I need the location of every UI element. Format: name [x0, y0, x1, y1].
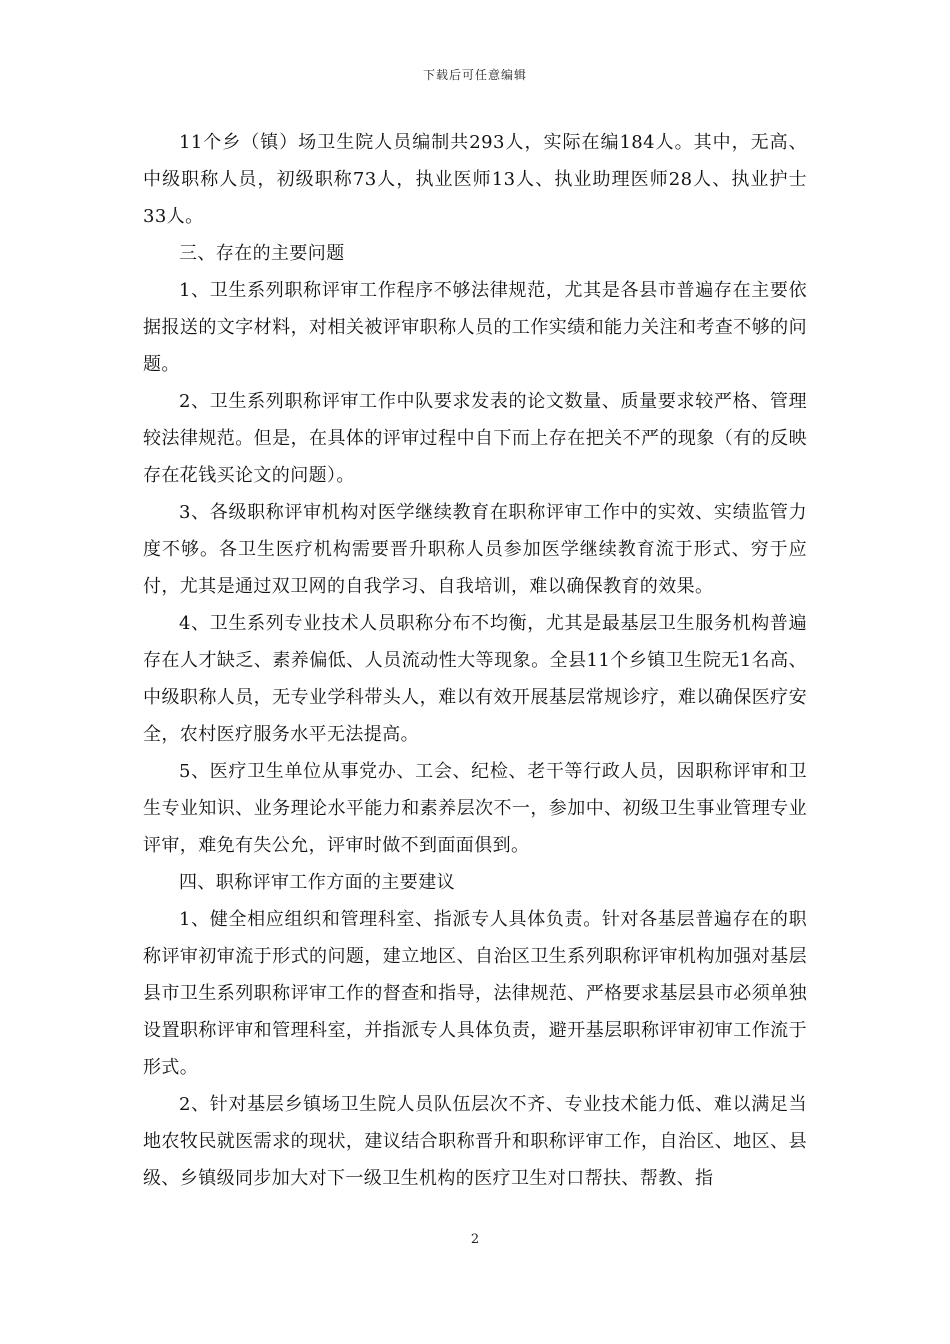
section-heading-problems: 三、存在的主要问题	[179, 243, 345, 264]
header-note: 下载后可任意编辑	[422, 68, 527, 82]
document-body	[143, 124, 807, 1197]
paragraph-problem-2: 2、卫生系列职称评审工作中队要求发表的论文数量、质量要求较严格、管理较法律规范。但是，在具体的评审过程中自下而上存在把关不严的现象（有的反映存在花钱买论文的问题）。	[143, 391, 807, 486]
paragraph-problem-1: 1、卫生系列职称评审工作程序不够法律规范，尤其是各县市普遍存在主要依据报送的文字材料，对相关被评审职称人员的工作实绩和能力关注和考查不够的问题。	[143, 280, 807, 375]
paragraph-problem-4: 4、卫生系列专业技术人员职称分布不均衡，尤其是最基层卫生服务机构普遍存在人才缺乏、素养偏低、人员流动性大等现象。全县11个乡镇卫生院无1名高、中级职称人员，无专业学科带头人，难以有效开展基层常规诊疗，难以确保医疗安全，农村医疗服务水平无法提高。	[143, 613, 807, 745]
paragraph-problem-3: 3、各级职称评审机构对医学继续教育在职称评审工作中的实效、实绩监管力度不够。各卫生医疗机构需要晋升职称人员参加医学继续教育流于形式、穷于应付，尤其是通过双卫网的自我学习、自我培训，难以确保教育的效果。	[143, 502, 807, 597]
paragraph-problem-5: 5、医疗卫生单位从事党办、工会、纪检、老干等行政人员，因职称评审和卫生专业知识、业务理论水平能力和素养层次不一，参加中、初级卫生事业管理专业评审，难免有失公允，评审时做不到面面俱到。	[143, 761, 807, 856]
section-heading-suggestions: 四、职称评审工作方面的主要建议	[179, 872, 455, 893]
paragraph-suggestion-1: 1、健全相应组织和管理科室、指派专人具体负责。针对各基层普遍存在的职称评审初审流于形式的问题，建立地区、自治区卫生系列职称评审机构加强对基层县市卫生系列职称评审工作的督查和指导，法律规范、严格要求基层县市必须单独设置职称评审和管理科室，并指派专人具体负责，避开基层职称评审初审工作流于形式。	[143, 909, 807, 1078]
paragraph-staffing: 11个乡（镇）场卫生院人员编制共293人，实际在编184人。其中，无高、中级职称人员，初级职称73人，执业医师13人、执业助理医师28人、执业护士33人。	[143, 132, 807, 227]
page-number: 2	[470, 1232, 480, 1247]
paragraph-suggestion-2: 2、针对基层乡镇场卫生院人员队伍层次不齐、专业技术能力低、难以满足当地农牧民就医需求的现状，建议结合职称晋升和职称评审工作，自治区、地区、县级、乡镇级同步加大对下一级卫生机构的医疗卫生对口帮扶、帮教、指	[143, 1094, 807, 1189]
